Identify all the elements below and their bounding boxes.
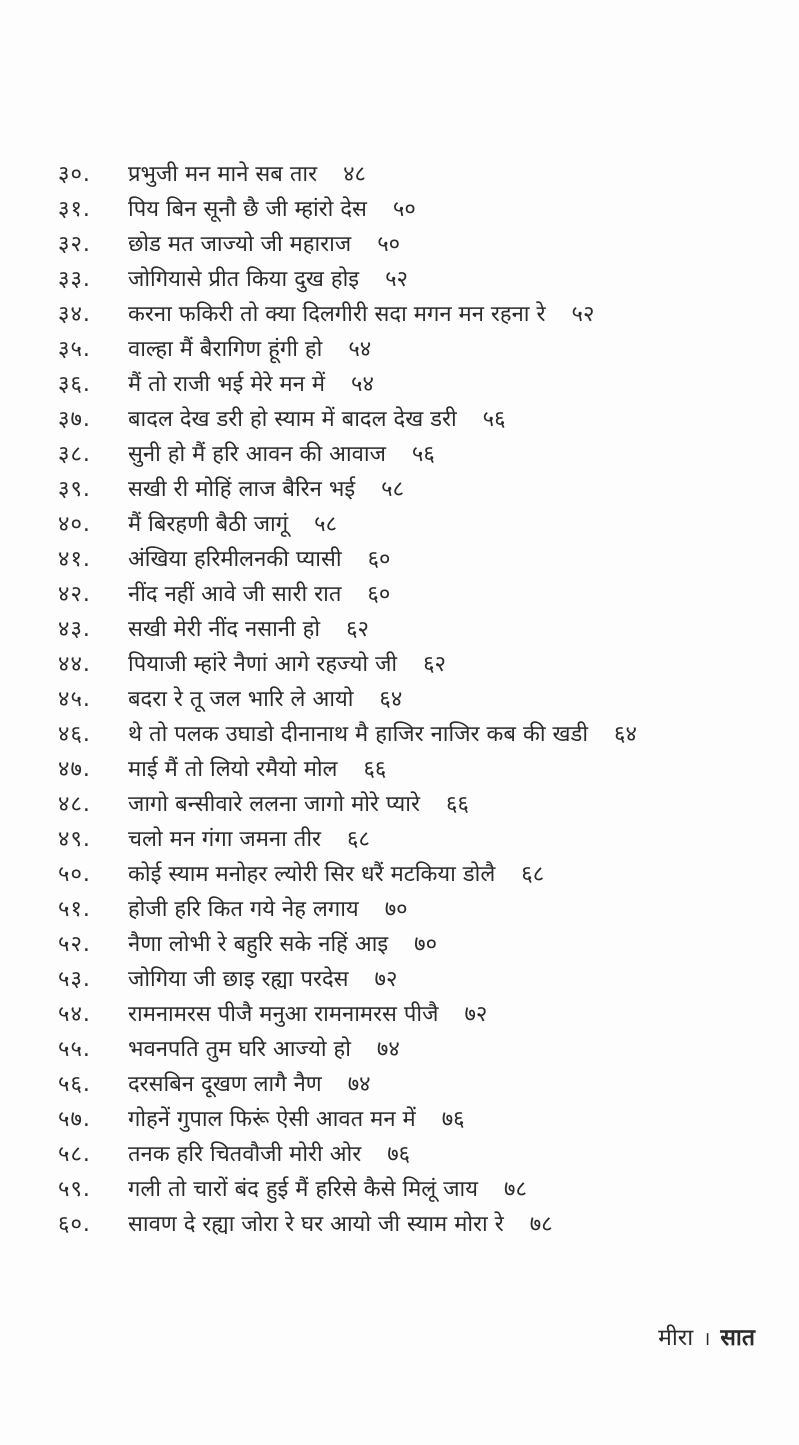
toc-entry-row xyxy=(58,192,769,227)
toc-entry-page-number: ५४ xyxy=(348,337,372,362)
toc-entry-page-number: ६८ xyxy=(521,862,545,887)
toc-entry-row xyxy=(58,297,769,332)
toc-entry-page-number: ६६ xyxy=(363,757,387,782)
toc-entry-number: ५९. xyxy=(58,1177,91,1202)
toc-entry-page-number: ७६ xyxy=(441,1107,465,1132)
toc-entry-page-number: ७४ xyxy=(347,1072,371,1097)
toc-entry-title: सखी मेरी नींद नसानी हो xyxy=(128,617,321,642)
toc-entry-title: तनक हरि चितवौजी मोरी ओर xyxy=(128,1142,362,1167)
toc-entry-row xyxy=(58,1207,769,1242)
toc-entry-row xyxy=(58,262,769,297)
toc-entry-number: ३६. xyxy=(58,372,91,397)
toc-entry-title: रामनामरस पीजै मनुआ रामनामरस पीजै xyxy=(128,1002,439,1027)
toc-entry-page-number: ७८ xyxy=(504,1177,527,1202)
toc-entry-title: जागो बन्सीवारे ललना जागो मोरे प्यारे xyxy=(128,792,420,817)
toc-entry-number: ४२. xyxy=(58,582,91,607)
toc-entry-title: भवनपति तुम घरि आज्यो हो xyxy=(128,1037,351,1062)
toc-entry-page-number: ७६ xyxy=(387,1142,411,1167)
toc-list xyxy=(58,157,769,1242)
toc-entry-title: मैं बिरहणी बैठी जागूं xyxy=(128,512,289,537)
toc-entry-number: ५५. xyxy=(58,1037,91,1062)
toc-entry-row xyxy=(58,787,769,822)
toc-entry-number: ५८. xyxy=(58,1142,91,1167)
toc-entry-page-number: ५२ xyxy=(385,267,408,292)
toc-entry-number: ४१. xyxy=(58,547,91,572)
toc-entry-number: ५४. xyxy=(58,1002,91,1027)
toc-entry-title: करना फकिरी तो क्या दिलगीरी सदा मगन मन रहना रे xyxy=(128,302,546,327)
toc-entry-title: दरसबिन दूखण लागै नैण xyxy=(128,1072,322,1097)
toc-entry-row xyxy=(58,1032,769,1067)
toc-entry-row xyxy=(58,437,769,472)
toc-entry-title: गली तो चारों बंद हुई मैं हरिसे कैसे मिलूं जाय xyxy=(128,1177,478,1202)
toc-entry-title: जोगिया जी छाइ रह्या परदेस xyxy=(128,967,349,992)
toc-entry-page-number: ६२ xyxy=(346,617,369,642)
toc-entry-row xyxy=(58,1172,769,1207)
toc-entry-row xyxy=(58,1137,769,1172)
toc-entry-title: माई मैं तो लियो रमैयो मोल xyxy=(128,757,338,782)
toc-entry-number: ५७. xyxy=(58,1107,91,1132)
toc-entry-page-number: ५८ xyxy=(314,512,338,537)
toc-entry-number: ५३. xyxy=(58,967,91,992)
toc-entry-page-number: ४८ xyxy=(343,162,366,187)
toc-entry-number: ४७. xyxy=(58,757,91,782)
toc-entry-row xyxy=(58,717,769,752)
toc-entry-number: ४५. xyxy=(58,687,91,712)
toc-entry-row xyxy=(58,227,769,262)
toc-entry-page-number: ७२ xyxy=(374,967,398,992)
toc-entry-number: ५०. xyxy=(58,862,91,887)
toc-entry-row xyxy=(58,857,769,892)
toc-entry-row xyxy=(58,157,769,192)
toc-entry-page-number: ६८ xyxy=(347,827,370,852)
toc-entry-title: प्रभुजी मन माने सब तार xyxy=(128,162,318,187)
toc-entry-number: ३७. xyxy=(58,407,91,432)
footer-separator: । xyxy=(703,1328,711,1350)
toc-entry-title: चलो मन गंगा जमना तीर xyxy=(128,827,322,852)
toc-entry-number: ४८. xyxy=(58,792,91,817)
toc-entry-title: बदरा रे तू जल भारि ले आयो xyxy=(128,687,354,712)
toc-entry-page-number: ६० xyxy=(367,547,391,572)
toc-entry-row xyxy=(58,577,769,612)
toc-entry-row xyxy=(58,542,769,577)
toc-entry-row xyxy=(58,752,769,787)
toc-entry-page-number: ६२ xyxy=(423,652,446,677)
toc-entry-title: वाल्हा मैं बैरागिण हूंगी हो xyxy=(128,337,323,362)
toc-entry-number: ३०. xyxy=(58,162,91,187)
toc-entry-page-number: ७० xyxy=(384,897,408,922)
toc-entry-number: ३२. xyxy=(58,232,91,257)
toc-entry-title: सखी री मोहिं लाज बैरिन भई xyxy=(128,477,356,502)
toc-entry-page-number: ७८ xyxy=(529,1212,553,1237)
toc-entry-page-number: ७४ xyxy=(376,1037,400,1062)
footer-book-title: मीरा xyxy=(658,1325,694,1351)
toc-entry-number: ४०. xyxy=(58,512,91,537)
toc-entry-number: ३४. xyxy=(58,302,91,327)
toc-entry-row xyxy=(58,402,769,437)
toc-entry-title: थे तो पलक उघाडो दीनानाथ मै हाजिर नाजिर कब की खडी xyxy=(128,722,589,747)
toc-entry-page-number: ६४ xyxy=(379,687,403,712)
toc-entry-title: मैं तो राजी भई मेरे मन में xyxy=(128,372,326,397)
toc-entry-row xyxy=(58,927,769,962)
toc-entry-number: ३५. xyxy=(58,337,91,362)
toc-entry-number: ४४. xyxy=(58,652,91,677)
toc-entry-row xyxy=(58,682,769,717)
toc-entry-title: पिय बिन सूनौ छै जी म्हांरो देस xyxy=(128,197,367,222)
toc-entry-number: ४६. xyxy=(58,722,91,747)
toc-entry-row xyxy=(58,892,769,927)
footer-page-word: सात xyxy=(720,1325,755,1351)
toc-entry-page-number: ६४ xyxy=(614,722,637,747)
toc-entry-number: ३९. xyxy=(58,477,91,502)
toc-entry-number: ५२. xyxy=(58,932,91,957)
toc-entry-page-number: ६० xyxy=(367,582,391,607)
page-footer xyxy=(658,1320,755,1357)
toc-entry-title: होजी हरि कित गये नेह लगाय xyxy=(128,897,359,922)
toc-entry-number: ४९. xyxy=(58,827,91,852)
toc-entry-page-number: ५० xyxy=(392,197,416,222)
toc-entry-row xyxy=(58,367,769,402)
toc-entry-title: कोई स्याम मनोहर ल्योरी सिर धरैं मटकिया डोलै xyxy=(128,862,496,887)
toc-entry-number: ३८. xyxy=(58,442,91,467)
toc-entry-row xyxy=(58,647,769,682)
toc-entry-page-number: ५० xyxy=(377,232,401,257)
toc-entry-title: छोड मत जाज्यो जी महाराज xyxy=(128,232,352,257)
toc-entry-row xyxy=(58,612,769,647)
toc-entry-number: ३१. xyxy=(58,197,91,222)
toc-entry-row xyxy=(58,997,769,1032)
toc-entry-title: पियाजी म्हांरे नैणां आगे रहज्यो जी xyxy=(128,652,398,677)
toc-entry-title: जोगियासे प्रीत किया दुख होइ xyxy=(128,267,360,292)
toc-entry-title: गोहनें गुपाल फिरूं ऐसी आवत मन में xyxy=(128,1107,416,1132)
toc-entry-title: नैणा लोभी रे बहुरि सके नहिं आइ xyxy=(128,932,389,957)
toc-entry-title: नींद नहीं आवे जी सारी रात xyxy=(128,582,342,607)
toc-entry-title: अंखिया हरिमीलनकी प्यासी xyxy=(128,547,342,572)
toc-entry-page-number: ५२ xyxy=(571,302,595,327)
toc-entry-row xyxy=(58,962,769,997)
toc-entry-page-number: ५६ xyxy=(411,442,435,467)
toc-entry-page-number: ७२ xyxy=(464,1002,488,1027)
toc-entry-row xyxy=(58,472,769,507)
toc-entry-number: ५१. xyxy=(58,897,91,922)
toc-entry-number: ३३. xyxy=(58,267,91,292)
toc-entry-row xyxy=(58,507,769,542)
toc-entry-page-number: ५४ xyxy=(351,372,374,397)
toc-entry-title: सुनी हो मैं हरि आवन की आवाज xyxy=(128,442,386,467)
toc-entry-title: सावण दे रह्या जोरा रे घर आयो जी स्याम मोरा रे xyxy=(128,1212,504,1237)
toc-entry-row xyxy=(58,822,769,857)
toc-entry-page-number: ५६ xyxy=(482,407,506,432)
toc-entry-row xyxy=(58,1102,769,1137)
toc-entry-number: ५६. xyxy=(58,1072,91,1097)
toc-entry-page-number: ५८ xyxy=(381,477,405,502)
toc-entry-number: ६०. xyxy=(58,1212,91,1237)
toc-entry-row xyxy=(58,332,769,367)
toc-entry-page-number: ६६ xyxy=(446,792,469,817)
toc-entry-number: ४३. xyxy=(58,617,91,642)
toc-entry-page-number: ७० xyxy=(414,932,438,957)
toc-entry-row xyxy=(58,1067,769,1102)
toc-entry-title: बादल देख डरी हो स्याम में बादल देख डरी xyxy=(128,407,457,432)
